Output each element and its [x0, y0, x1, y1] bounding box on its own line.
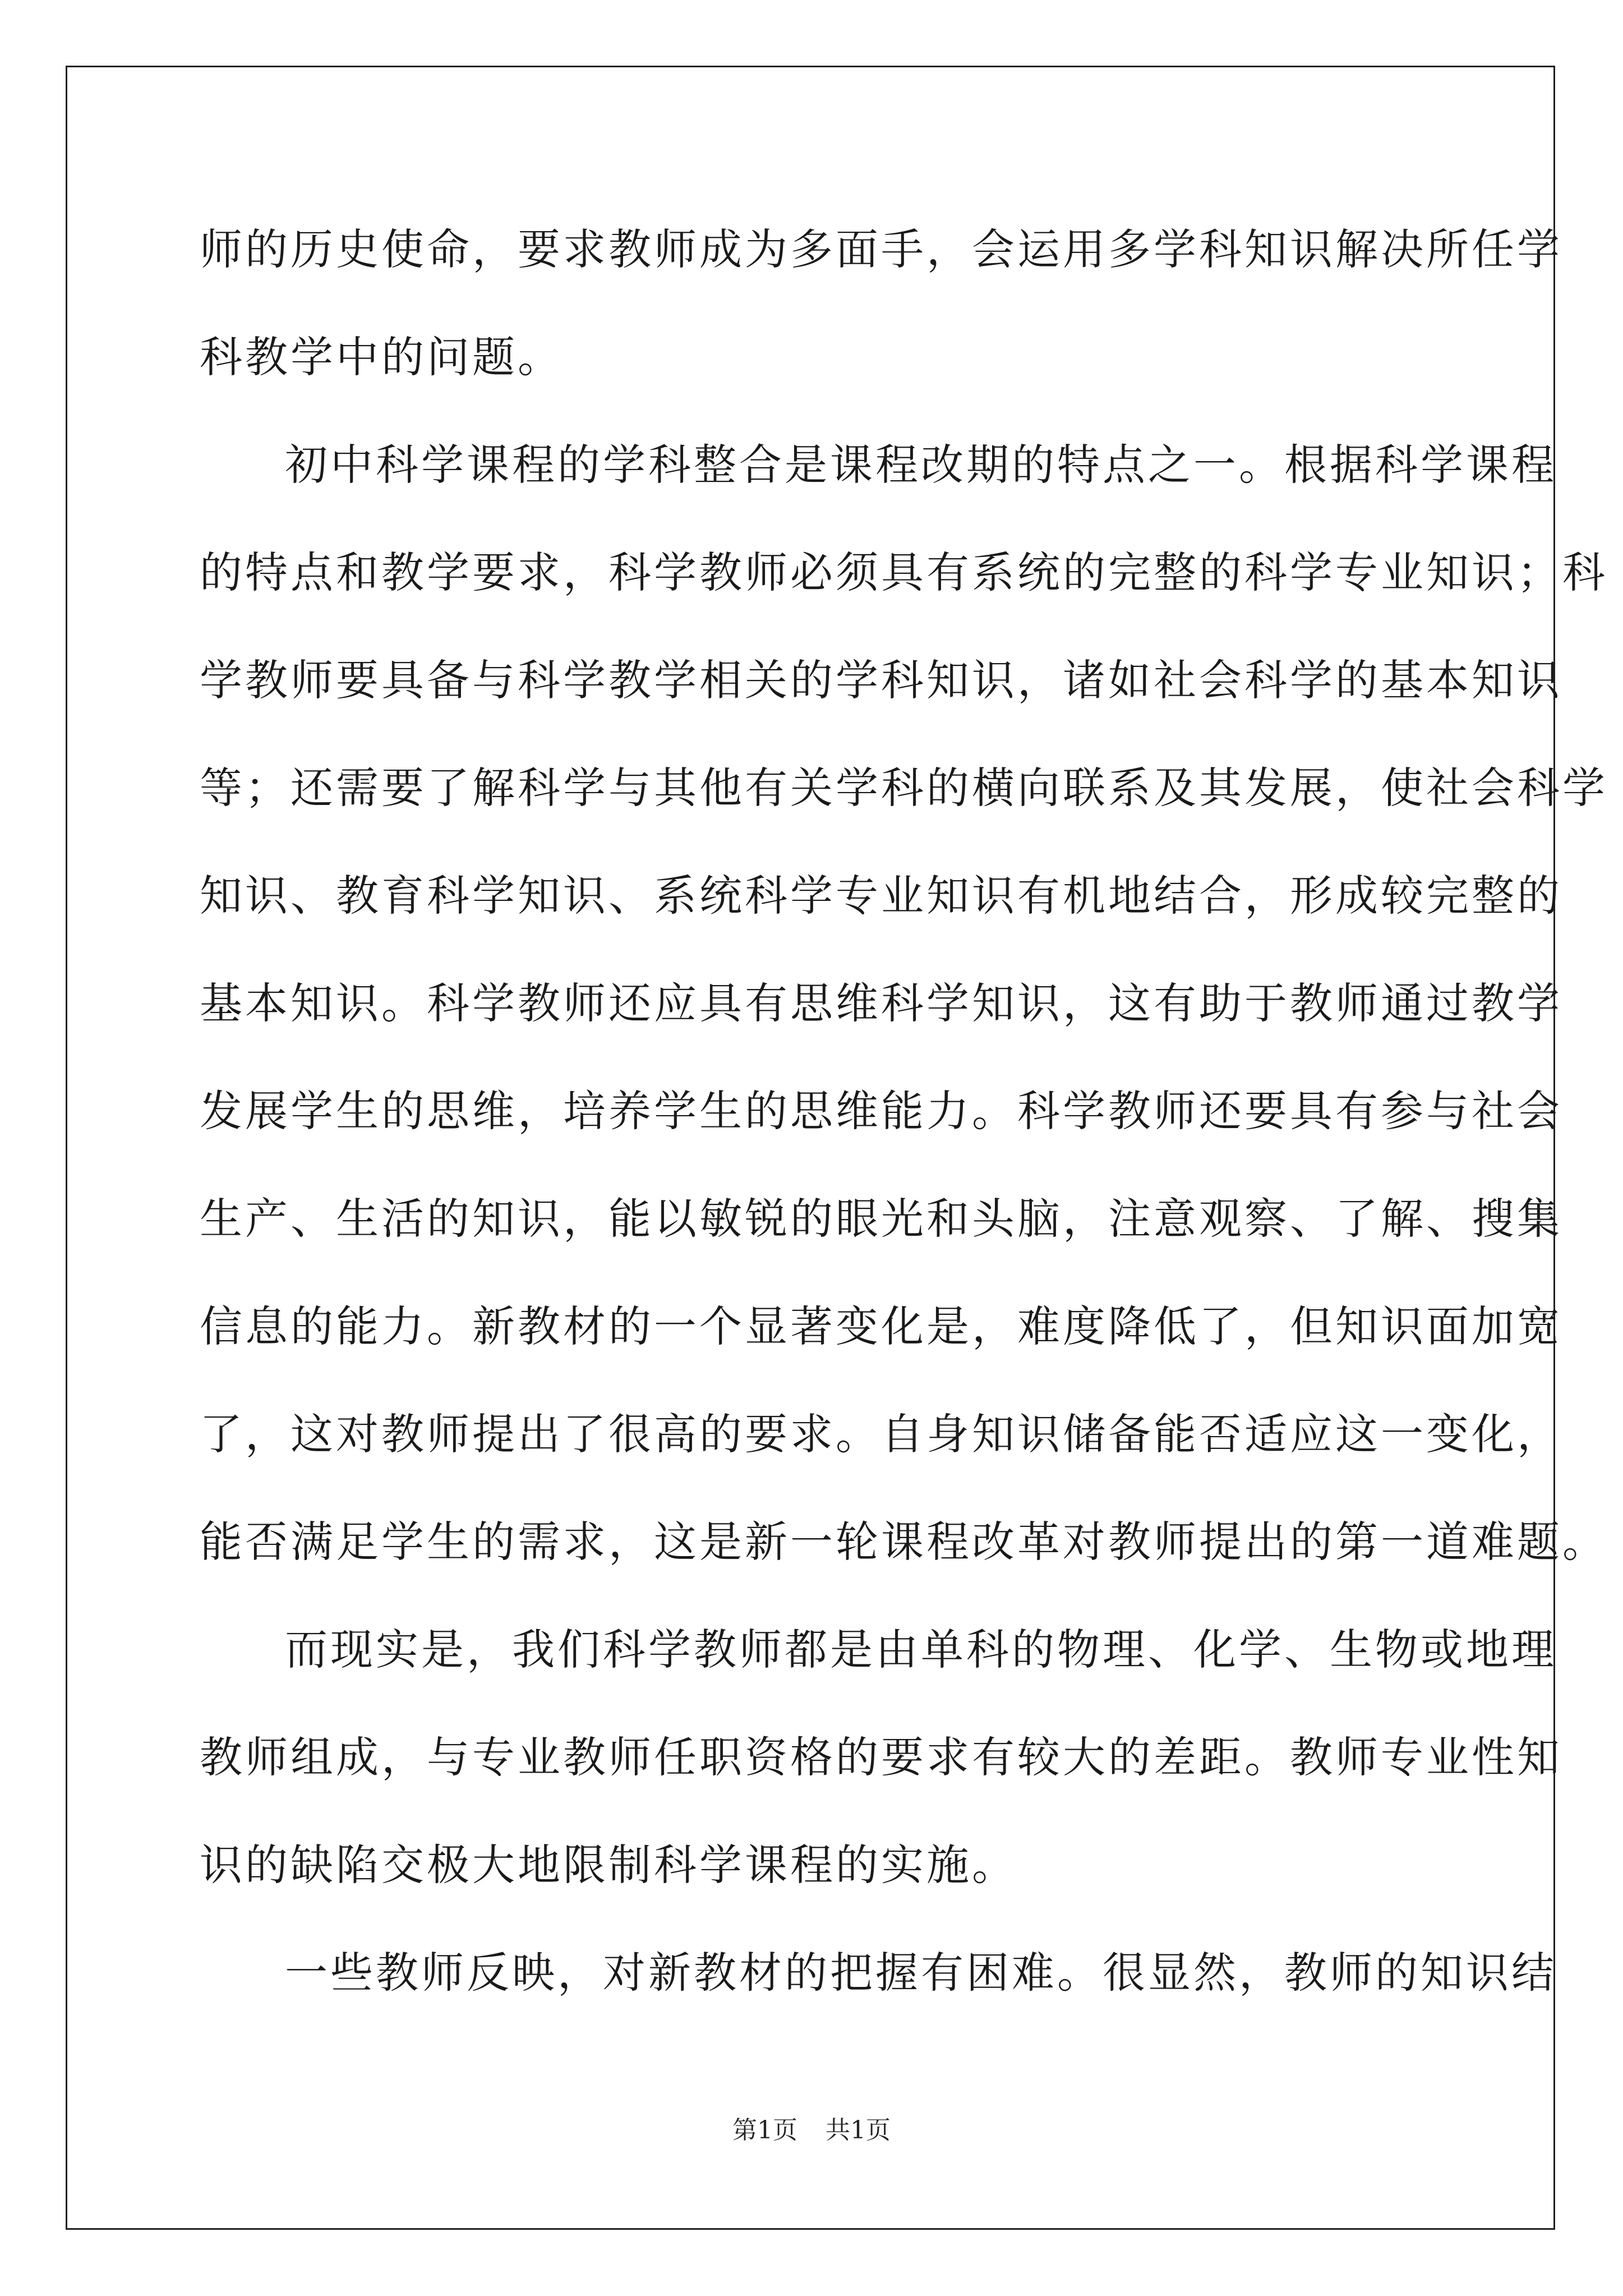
paragraph-start-line: 一些教师反映，对新教材的把握有困难。很显然，教师的知识结 — [285, 1948, 1557, 1998]
document-body — [200, 212, 1608, 2043]
paragraph-start-line: 而现实是，我们科学教师都是由单科的物理、化学、生物或地理 — [285, 1625, 1557, 1674]
text-line: 基本知识。科学教师还应具有思维科学知识，这有助于教师通过教学 — [200, 978, 1562, 1028]
page-footer — [0, 2114, 1623, 2147]
text-line: 能否满足学生的需求，这是新一轮课程改革对教师提出的第一道难题。 — [200, 1517, 1608, 1567]
text-line: 科教学中的问题。 — [200, 332, 563, 382]
text-line: 等；还需要了解科学与其他有关学科的横向联系及其发展，使社会科学 — [200, 763, 1608, 813]
text-line: 师的历史使命，要求教师成为多面手，会运用多学科知识解决所任学 — [200, 224, 1562, 274]
text-line: 识的缺陷交极大地限制科学课程的实施。 — [200, 1840, 1017, 1890]
text-line: 学教师要具备与科学教学相关的学科知识，诸如社会科学的基本知识 — [200, 655, 1562, 705]
text-line: 发展学生的思维，培养学生的思维能力。科学教师还要具有参与社会 — [200, 1086, 1562, 1136]
text-line: 信息的能力。新教材的一个显著变化是，难度降低了，但知识面加宽 — [200, 1301, 1562, 1351]
text-line: 教师组成，与专业教师任职资格的要求有较大的差距。教师专业性知 — [200, 1732, 1562, 1782]
text-line: 知识、教育科学知识、系统科学专业知识有机地结合，形成较完整的 — [200, 871, 1562, 921]
text-line: 了，这对教师提出了很高的要求。自身知识储备能否适应这一变化， — [200, 1409, 1562, 1459]
page-number-current: 第1页 — [732, 2116, 797, 2145]
text-line: 生产、生活的知识，能以敏锐的眼光和头脑，注意观察、了解、搜集 — [200, 1194, 1562, 1244]
text-line: 的特点和教学要求，科学教师必须具有系统的完整的科学专业知识；科 — [200, 547, 1608, 597]
page-number-total: 共1页 — [826, 2116, 891, 2145]
paragraph-start-line: 初中科学课程的学科整合是课程改期的特点之一。根据科学课程 — [285, 440, 1557, 490]
